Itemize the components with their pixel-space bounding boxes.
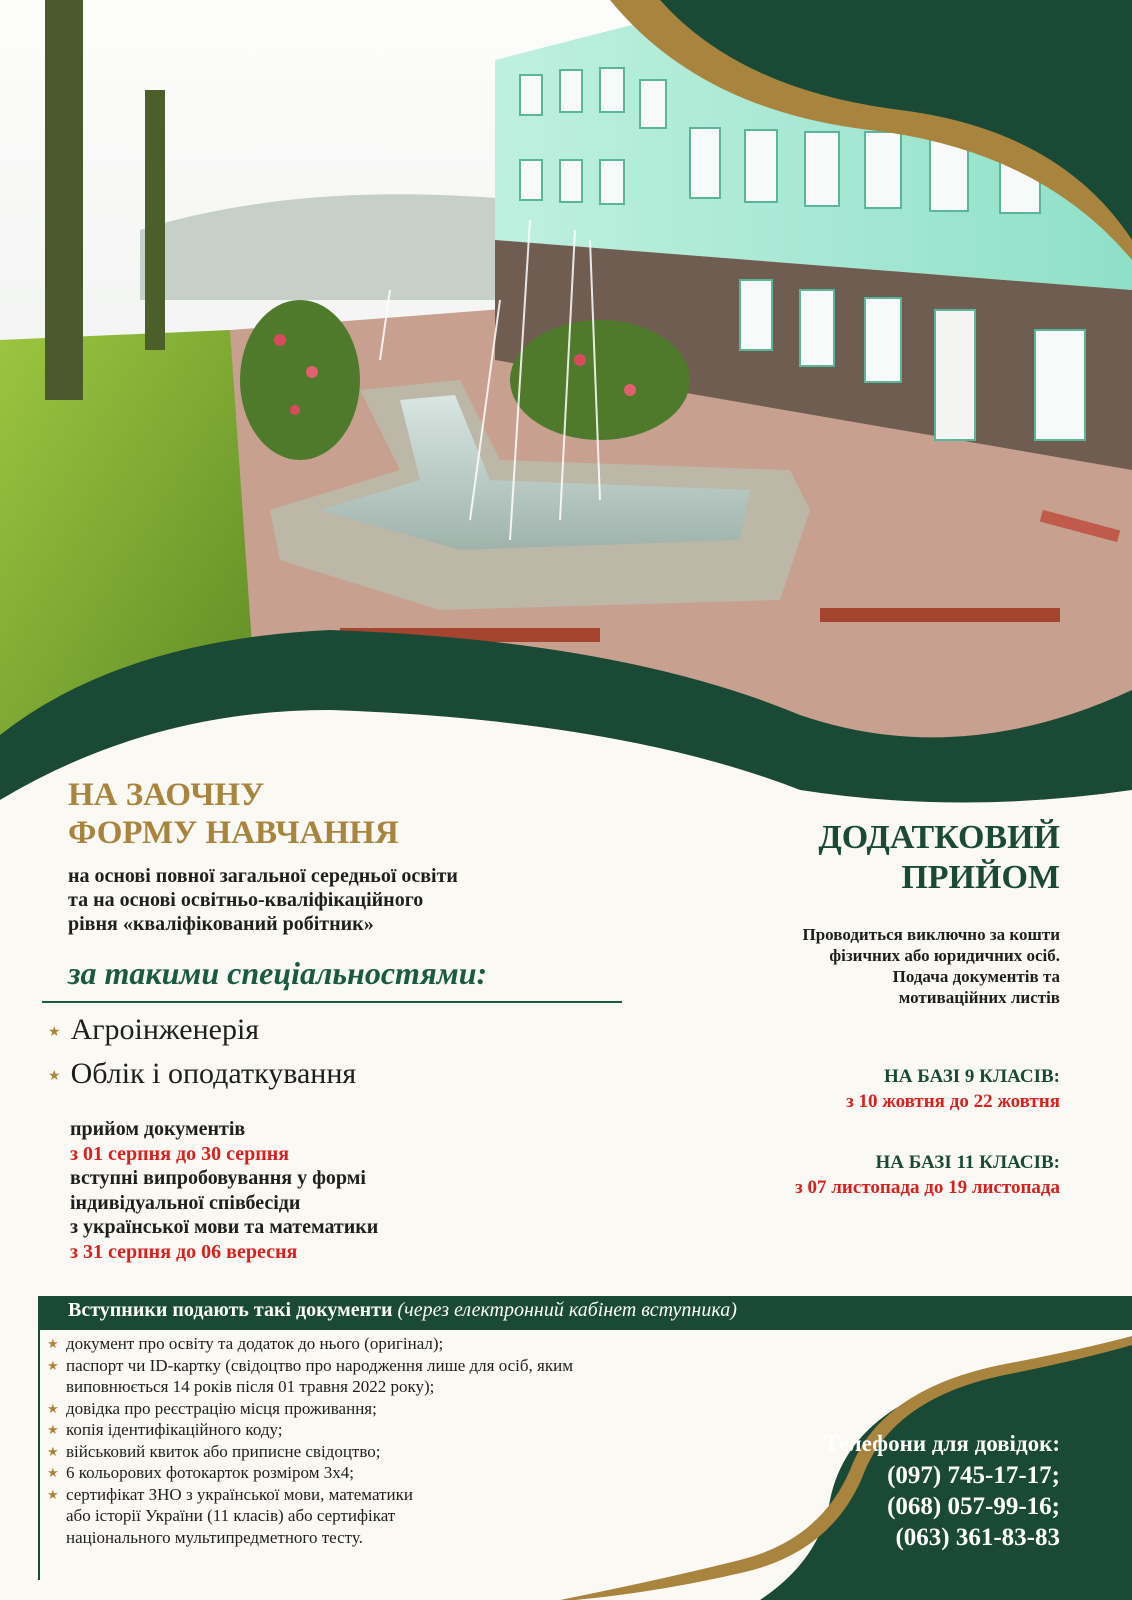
exam-line-2: індивідуальної співбесіди	[70, 1191, 301, 1214]
rhead-line-2: ПРИЙОМ	[901, 859, 1060, 896]
list-item	[44, 1419, 573, 1441]
phones-block	[824, 1428, 1060, 1553]
base9-label: НА БАЗІ 9 КЛАСІВ:	[883, 1066, 1060, 1087]
star-icon: ★	[47, 1486, 59, 1502]
base11-block	[795, 1150, 1060, 1200]
rbody-line-3: Подача документів та	[892, 967, 1060, 986]
documents-title-main: Вступники подають такі документи	[68, 1299, 393, 1321]
base9-dates: з 10 жовтня до 22 жовтня	[846, 1091, 1060, 1112]
headline-line-2: ФОРМУ НАВЧАННЯ	[68, 815, 399, 851]
star-icon: ★	[47, 1357, 59, 1373]
star-icon: ★	[47, 1465, 59, 1480]
list-item-text: паспорт чи ID-картку (свідоцтво про народження лише для осіб, яким	[66, 1355, 573, 1375]
base11-dates: з 07 листопада до 19 листопада	[795, 1177, 1060, 1198]
exam-line-3: з української мови та математики	[70, 1216, 379, 1238]
exam-dates: з 31 серпня до 06 вересня	[70, 1240, 298, 1263]
list-item	[44, 1355, 573, 1398]
phone-number[interactable]: (063) 361-83-83	[895, 1524, 1060, 1551]
list-item	[44, 1333, 573, 1355]
additional-admission-body	[803, 924, 1061, 1008]
phone-number[interactable]: (097) 745-17-17;	[887, 1462, 1060, 1489]
list-item-text: військовий квиток або приписне свідоцтво;	[66, 1441, 381, 1461]
base11-label: НА БАЗІ 11 КЛАСІВ:	[875, 1152, 1060, 1173]
list-item-text: довідка про реєстрацію місця проживання;	[66, 1398, 377, 1418]
divider-line	[42, 1001, 622, 1003]
list-item-text: сертифікат ЗНО з української мови, математики	[66, 1484, 413, 1504]
docs-dates: з 01 серпня до 30 серпня	[70, 1142, 290, 1165]
rbody-line-1: Проводиться виключно за кошти	[802, 925, 1060, 944]
subline-3: рівня «кваліфікований робітник»	[68, 913, 374, 935]
phones-title: Телефони для довідок:	[824, 1431, 1060, 1456]
rhead-line-1: ДОДАТКОВИЙ	[818, 819, 1060, 856]
star-icon: ★	[47, 1336, 59, 1351]
additional-admission-heading	[818, 818, 1060, 898]
phone-number[interactable]: (068) 057-99-16;	[887, 1493, 1060, 1520]
specialty-label: Агроінженерія	[70, 1013, 260, 1046]
list-item-text: або історії України (11 класів) або сертифікат	[66, 1506, 396, 1525]
list-item	[44, 1398, 573, 1420]
list-item-text: національного мультипредметного тесту.	[66, 1527, 363, 1547]
star-icon: ★	[47, 1422, 59, 1437]
exam-line-1: вступні випробовування у формі	[70, 1167, 366, 1189]
documents-title	[68, 1299, 737, 1322]
specialty-item	[48, 1013, 259, 1047]
documents-list	[44, 1333, 573, 1548]
list-item	[44, 1441, 573, 1463]
rbody-line-2: фізичних або юридичних осіб.	[829, 946, 1060, 965]
headline	[68, 776, 399, 852]
star-icon: ★	[48, 1024, 61, 1040]
star-icon: ★	[48, 1068, 61, 1084]
list-item-text: копія ідентифікаційного коду;	[66, 1420, 283, 1439]
docs-label: прийом документів	[70, 1118, 246, 1140]
specialties-heading: за такими спеціальностями:	[68, 955, 488, 991]
star-icon: ★	[47, 1443, 59, 1459]
specialty-item	[48, 1057, 356, 1091]
documents-title-note: (через електронний кабінет вступника)	[397, 1299, 737, 1321]
subline-1: на основі повної загальної середньої освіти	[68, 865, 458, 887]
list-item-text: 6 кольорових фотокарток розміром 3х4;	[66, 1463, 354, 1482]
specialty-label: Облік і оподаткування	[70, 1057, 357, 1090]
list-item	[44, 1462, 573, 1484]
rbody-line-4: мотиваційних листів	[898, 988, 1060, 1007]
list-item-text: виповнюється 14 років після 01 травня 2022 року);	[66, 1377, 435, 1396]
subline-2: та на основі освітньо-кваліфікаційного	[68, 889, 424, 911]
list-item-text: документ про освіту та додаток до нього (оригінал);	[66, 1334, 444, 1353]
base9-block	[846, 1064, 1060, 1114]
documents-side-bar	[38, 1330, 40, 1580]
list-item	[44, 1484, 573, 1549]
star-icon: ★	[47, 1400, 59, 1416]
headline-line-1: НА ЗАОЧНУ	[68, 777, 265, 813]
schedule-block	[70, 1117, 378, 1264]
